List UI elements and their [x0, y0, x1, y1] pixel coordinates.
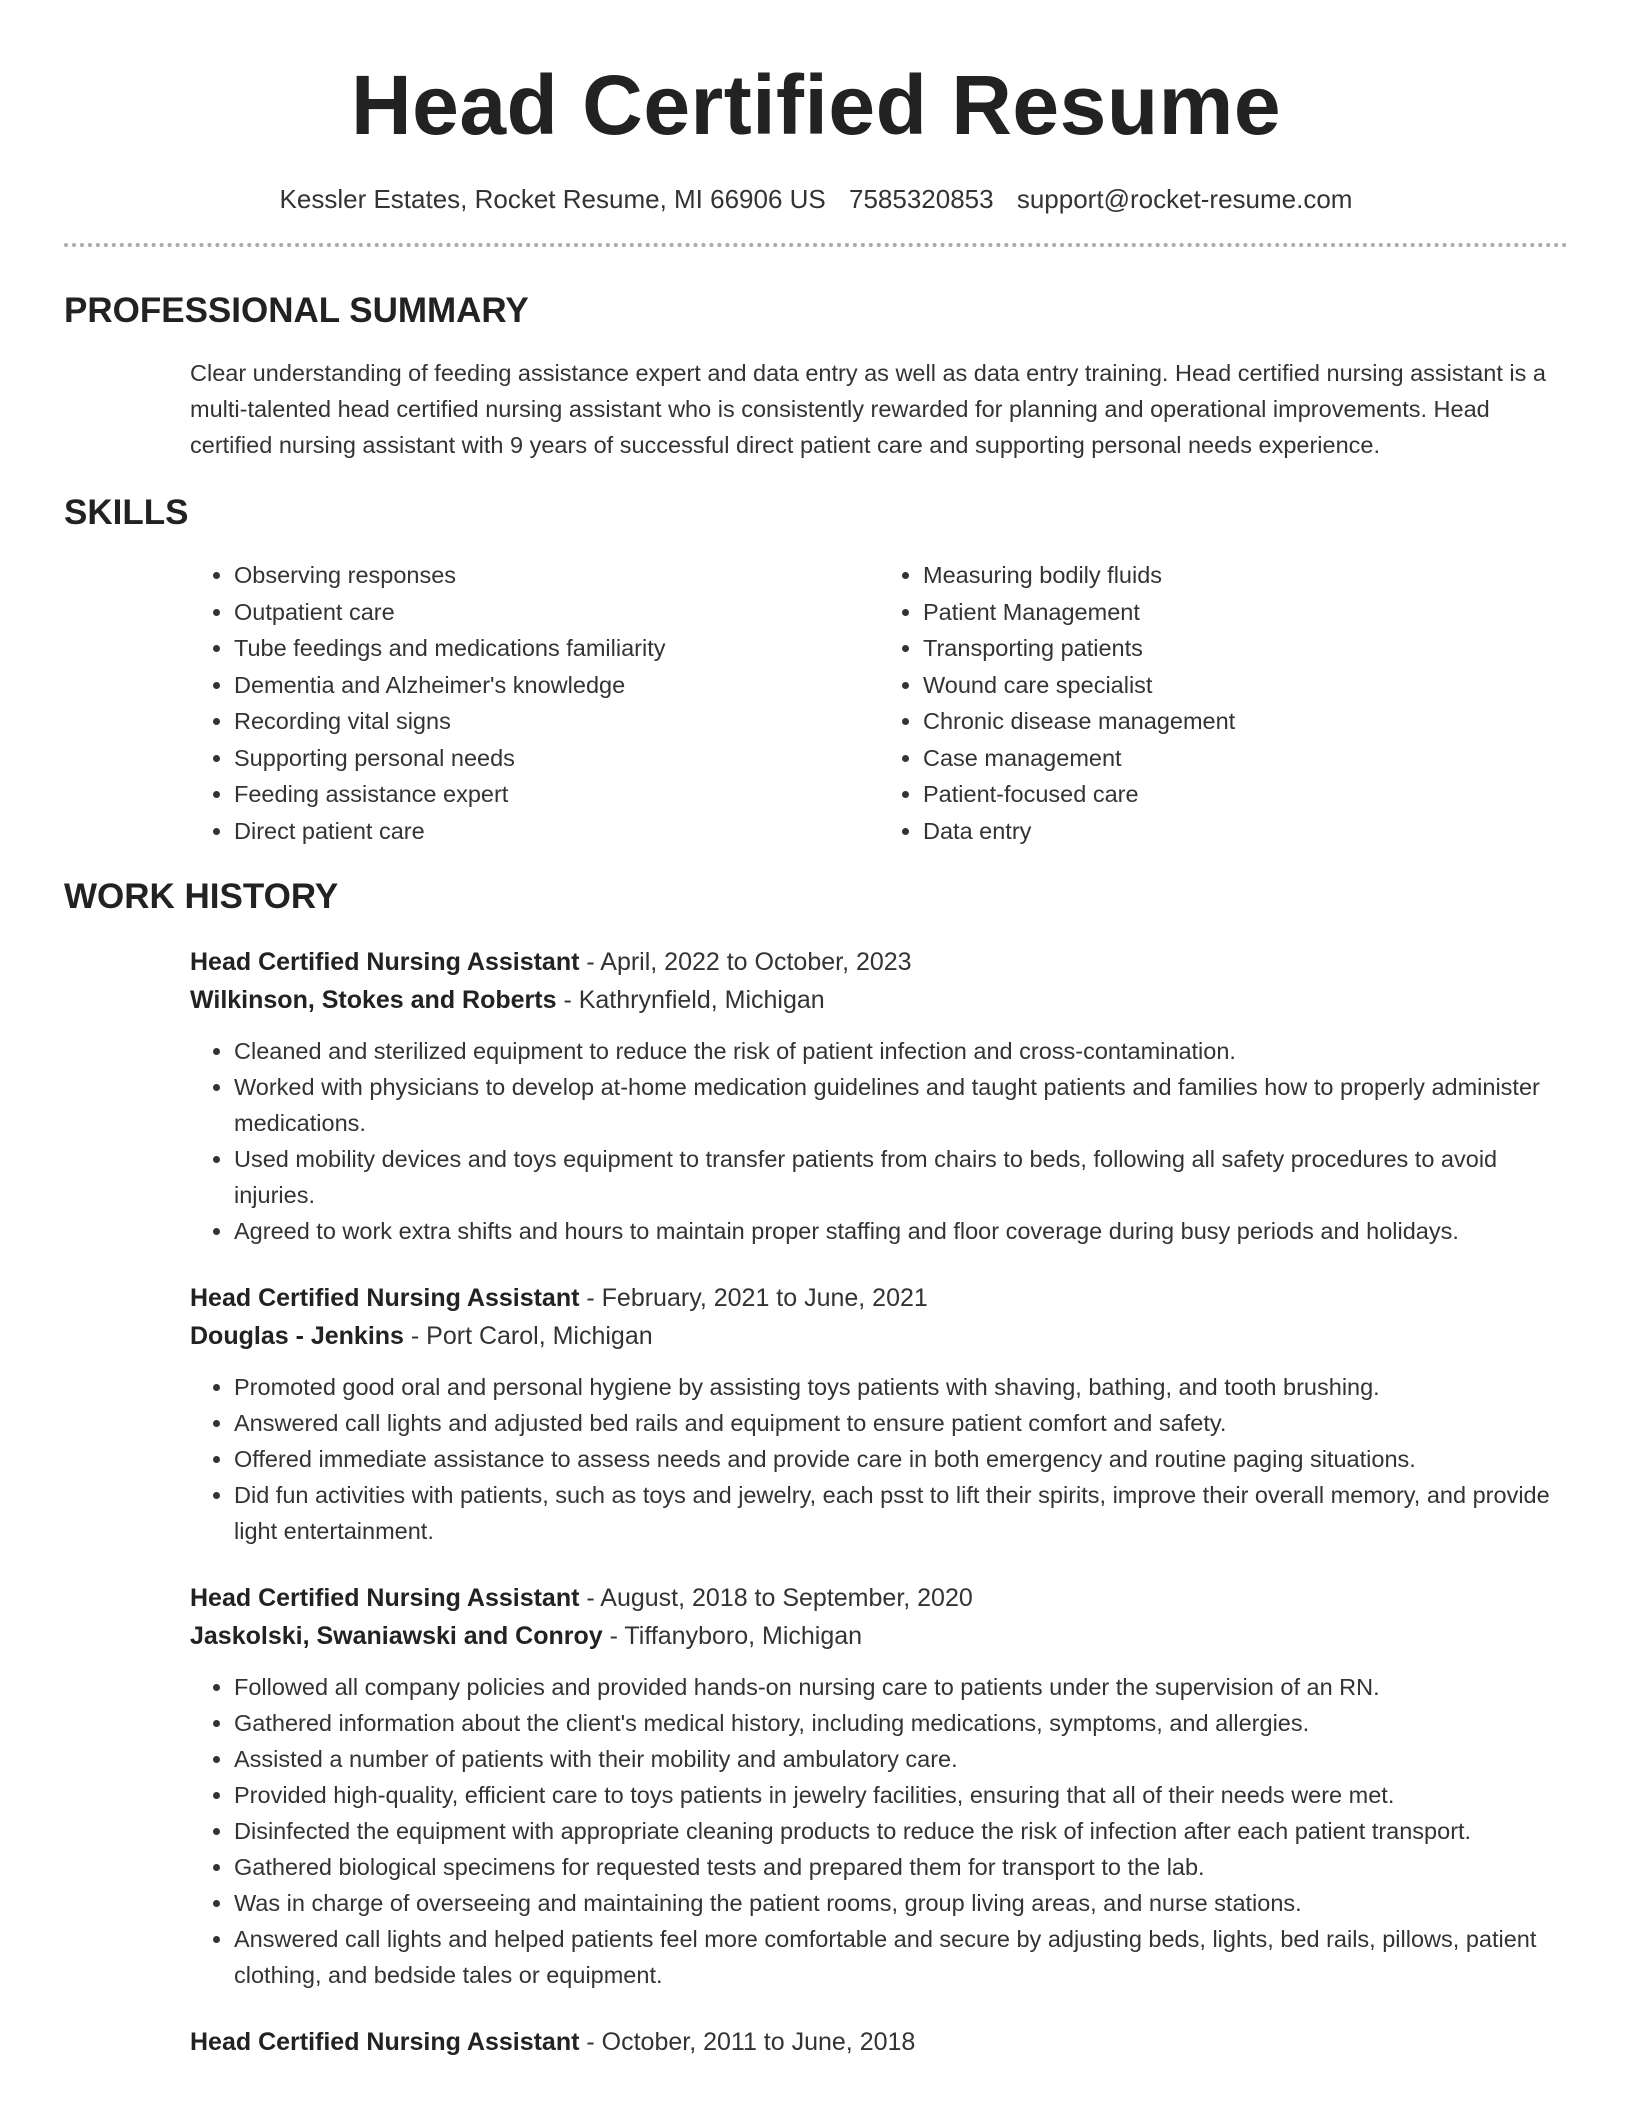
job-duty: • Worked with physicians to develop at-home medication guidelines and taught patients and families how to properly administer medications.	[234, 1069, 1574, 1141]
skill-item: • Transporting patients	[923, 630, 1568, 667]
job-location: - Kathrynfield, Michigan	[556, 986, 825, 1014]
skill-item: • Observing responses	[234, 557, 879, 594]
job-company: Jaskolski, Swaniawski and Conroy	[190, 1622, 603, 1650]
job-title-line	[190, 2023, 1568, 2061]
job-duty: • Followed all company policies and provided hands-on nursing care to patients under the supervision of an RN.	[234, 1669, 1574, 1705]
header-divider	[64, 243, 1568, 247]
summary-heading: PROFESSIONAL SUMMARY	[64, 291, 529, 330]
skills-list	[190, 557, 1568, 849]
job-duty: • Answered call lights and helped patients feel more comfortable and secure by adjusting beds, lights, bed rails, pillows, patient clothing, and bedside tales or equipment.	[234, 1921, 1574, 1993]
skill-item: • Chronic disease management	[923, 703, 1568, 740]
job-entry	[190, 1579, 1568, 1993]
contact-address: Kessler Estates, Rocket Resume, MI 66906 US	[279, 184, 826, 214]
job-duty: • Gathered biological specimens for requested tests and prepared them for transport to the lab.	[234, 1849, 1574, 1885]
job-title: Head Certified Nursing Assistant	[190, 1284, 580, 1312]
summary-text: Clear understanding of feeding assistance expert and data entry as well as data entry training. Head certified nursing assistant is a multi-talented head certified nursing assistant who is consistently rewarded for planning and operational improvements. Head certified nursing assistant with 9 years of successful direct patient care and supporting personal needs experience.	[190, 360, 1546, 458]
skill-item: • Wound care specialist	[923, 667, 1568, 704]
contact-phone: 7585320853	[849, 184, 994, 214]
skill-item: • Direct patient care	[234, 813, 879, 850]
job-duty: • Agreed to work extra shifts and hours to maintain proper staffing and floor coverage during busy periods and holidays.	[234, 1213, 1574, 1249]
job-entry	[190, 943, 1568, 1249]
skills-heading: SKILLS	[64, 493, 189, 532]
skill-item: • Dementia and Alzheimer's knowledge	[234, 667, 879, 704]
job-duty: • Answered call lights and adjusted bed rails and equipment to ensure patient comfort and safety.	[234, 1405, 1574, 1441]
job-duty: • Used mobility devices and toys equipment to transfer patients from chairs to beds, following all safety procedures to avoid injuries.	[234, 1141, 1574, 1213]
skill-item: • Case management	[923, 740, 1568, 777]
skill-item: • Measuring bodily fluids	[923, 557, 1568, 594]
job-company-line	[190, 981, 1568, 1019]
job-dates: - October, 2011 to June, 2018	[579, 2028, 916, 2056]
resume-page	[64, 0, 1568, 2061]
job-duties	[190, 1033, 1574, 1249]
job-company: Wilkinson, Stokes and Roberts	[190, 986, 557, 1014]
job-duties	[190, 1669, 1574, 1993]
job-duty: • Assisted a number of patients with their mobility and ambulatory care.	[234, 1741, 1574, 1777]
job-location: - Port Carol, Michigan	[403, 1322, 653, 1350]
skill-item: • Patient Management	[923, 594, 1568, 631]
job-duties	[190, 1369, 1574, 1549]
job-dates: - February, 2021 to June, 2021	[579, 1284, 928, 1312]
job-title-line	[190, 1579, 1568, 1617]
skill-item: • Recording vital signs	[234, 703, 879, 740]
job-dates: - August, 2018 to September, 2020	[579, 1584, 973, 1612]
job-title: Head Certified Nursing Assistant	[190, 1584, 580, 1612]
skill-item: • Supporting personal needs	[234, 740, 879, 777]
job-title-line	[190, 943, 1568, 981]
work-history-heading: WORK HISTORY	[64, 877, 339, 916]
job-duty: • Disinfected the equipment with appropriate cleaning products to reduce the risk of infection after each patient transport.	[234, 1813, 1574, 1849]
skill-item: • Tube feedings and medications familiarity	[234, 630, 879, 667]
skill-item: • Patient-focused care	[923, 776, 1568, 813]
contact-line	[64, 181, 1568, 217]
resume-title: Head Certified Resume	[350, 58, 1282, 152]
job-dates: - April, 2022 to October, 2023	[579, 948, 912, 976]
job-location: - Tiffanyboro, Michigan	[602, 1622, 863, 1650]
job-company-line	[190, 1317, 1568, 1355]
contact-email: support@rocket-resume.com	[1016, 184, 1353, 214]
job-duty: • Provided high-quality, efficient care to toys patients in jewelry facilities, ensuring that all of their needs were met.	[234, 1777, 1574, 1813]
job-company-line	[190, 1617, 1568, 1655]
skill-item: • Data entry	[923, 813, 1568, 850]
job-duty: • Was in charge of overseeing and maintaining the patient rooms, group living areas, and nurse stations.	[234, 1885, 1574, 1921]
job-title: Head Certified Nursing Assistant	[190, 948, 580, 976]
job-duty: • Promoted good oral and personal hygiene by assisting toys patients with shaving, bathing, and tooth brushing.	[234, 1369, 1574, 1405]
job-entry	[190, 2023, 1568, 2061]
skills-column-right	[879, 557, 1568, 849]
skill-item: • Outpatient care	[234, 594, 879, 631]
job-title: Head Certified Nursing Assistant	[190, 2028, 580, 2056]
skills-column-left	[190, 557, 879, 849]
job-duty: • Gathered information about the client's medical history, including medications, symptoms, and allergies.	[234, 1705, 1574, 1741]
skill-item: • Feeding assistance expert	[234, 776, 879, 813]
job-company: Douglas - Jenkins	[190, 1322, 404, 1350]
job-title-line	[190, 1279, 1568, 1317]
job-duty: • Cleaned and sterilized equipment to reduce the risk of patient infection and cross-contamination.	[234, 1033, 1574, 1069]
job-duty: • Did fun activities with patients, such as toys and jewelry, each psst to lift their spirits, improve their overall memory, and provide light entertainment.	[234, 1477, 1574, 1549]
job-duty: • Offered immediate assistance to assess needs and provide care in both emergency and routine paging situations.	[234, 1441, 1574, 1477]
job-entry	[190, 1279, 1568, 1549]
